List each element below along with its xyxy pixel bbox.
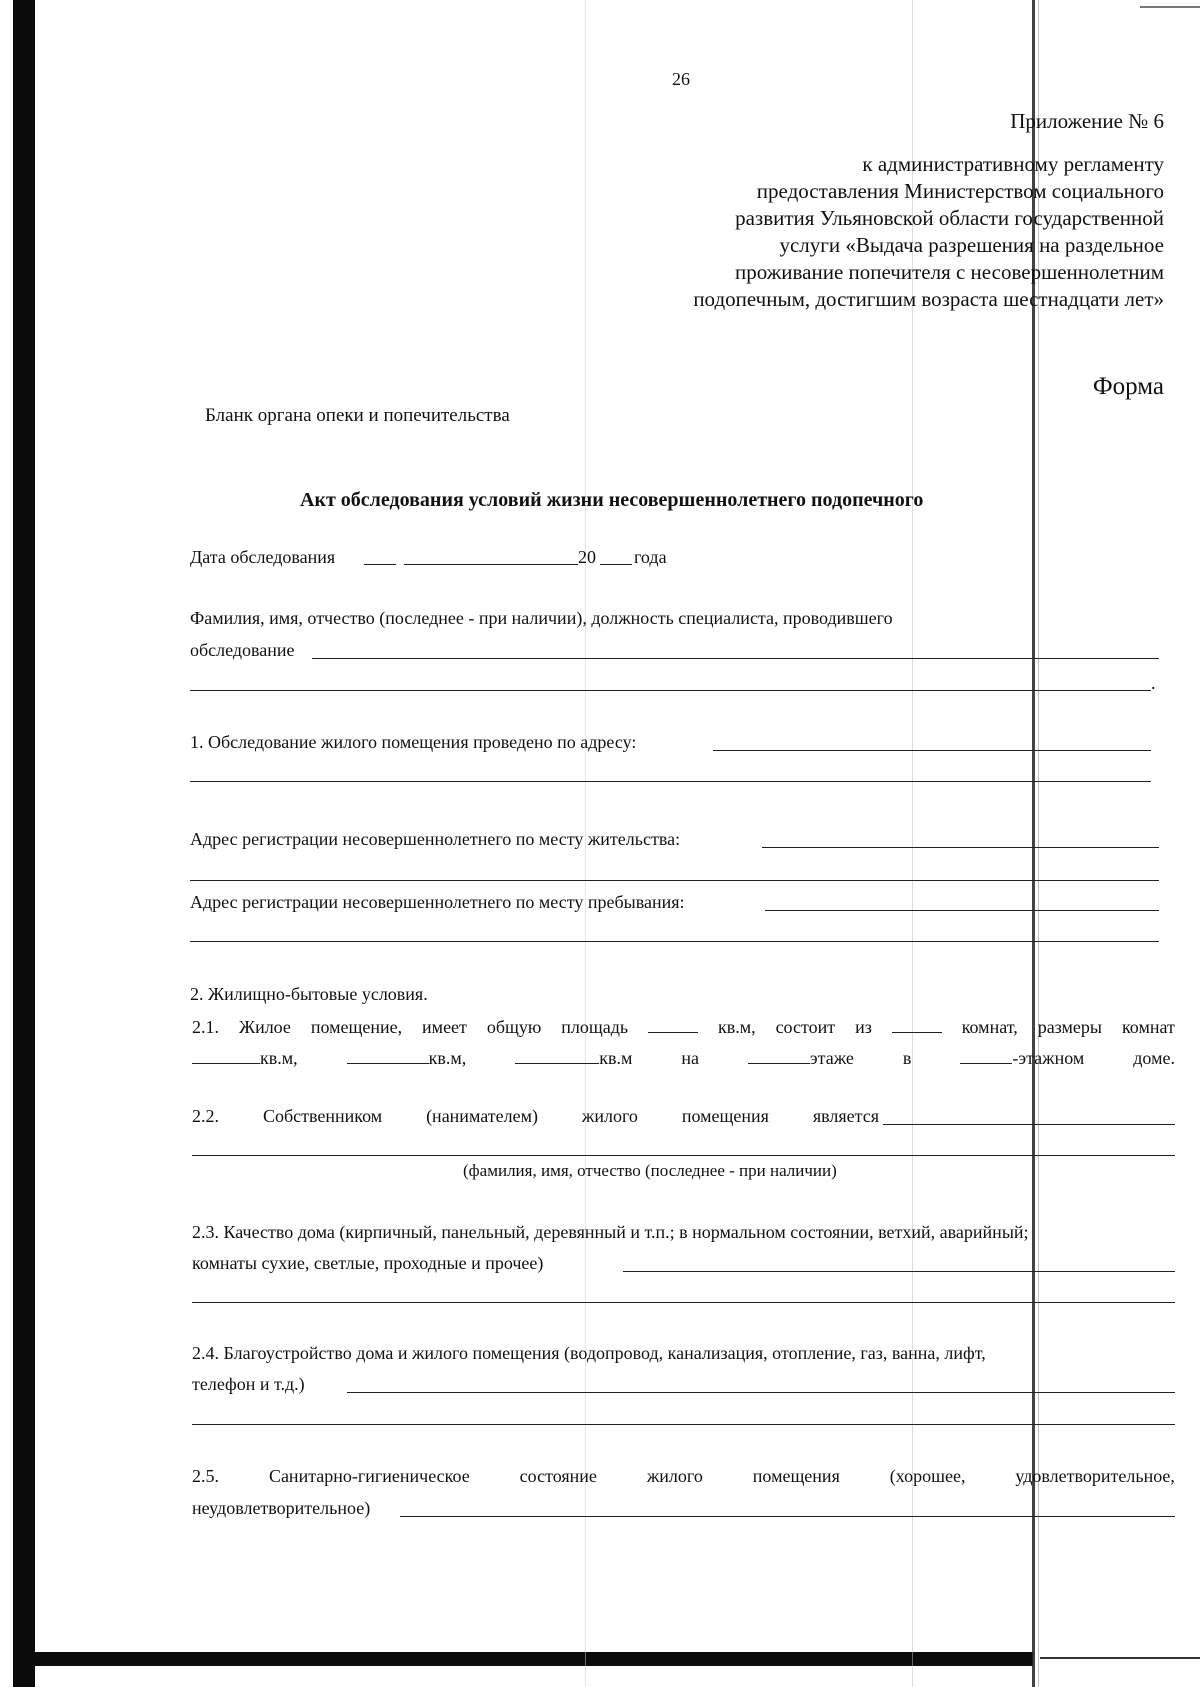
- house-quality-field: [623, 1271, 1175, 1272]
- s2-1-word: из: [855, 1017, 872, 1037]
- s2-5-line-2: неудовлетворительное): [192, 1498, 371, 1518]
- s2-1-word: Жилое: [238, 1017, 291, 1037]
- house-quality-field-2: [192, 1302, 1175, 1303]
- s2-5-word: жилого: [646, 1466, 703, 1486]
- appendix-line: предоставления Министерством социального: [756, 179, 1164, 203]
- s2-2-word: является: [812, 1106, 879, 1126]
- owner-field-2: [192, 1155, 1175, 1156]
- s2-1-word: имеет: [422, 1017, 467, 1037]
- sanitary-field: [400, 1516, 1175, 1517]
- s2-2-word: помещения: [681, 1106, 769, 1126]
- s2-5-word: 2.5.: [192, 1466, 219, 1486]
- s2-1-word: комнат,: [961, 1017, 1018, 1037]
- appendix-title: Приложение № 6: [1010, 109, 1164, 133]
- s2-1-unit: кв.м,: [428, 1048, 467, 1068]
- date-month-field: [404, 564, 578, 565]
- appendix-line: развития Ульяновской области государственной: [735, 206, 1164, 230]
- page-number: 26: [672, 69, 690, 89]
- section-2-title: 2. Жилищно-бытовые условия.: [190, 984, 428, 1004]
- s2-1-word: 2.1.: [192, 1017, 219, 1037]
- reg-stay-field: [765, 910, 1159, 911]
- s2-5-word: (хорошее,: [889, 1466, 966, 1486]
- reg-stay-field-2: [190, 941, 1159, 942]
- scan-mark-top-right: [1140, 6, 1200, 8]
- address-field: [713, 750, 1151, 751]
- s2-5-word: состояние: [519, 1466, 597, 1486]
- address-label: 1. Обследование жилого помещения проведено по адресу:: [190, 732, 637, 752]
- address-field-2: [190, 781, 1151, 782]
- s2-4-line-2: телефон и т.д.): [192, 1374, 305, 1394]
- blank-label: Бланк органа опеки и попечительства: [205, 405, 510, 426]
- date-label: Дата обследования: [190, 547, 336, 567]
- amenities-field: [347, 1392, 1175, 1393]
- s2-1-word: этаже: [809, 1048, 854, 1068]
- reg-residence-field: [762, 847, 1159, 848]
- area-field: [648, 1016, 698, 1033]
- s2-2-word: жилого: [581, 1106, 638, 1126]
- s2-5-row-1: [192, 1465, 1175, 1487]
- floors-total-field: [960, 1047, 1012, 1064]
- appendix-line: подопечным, достигшим возраста шестнадцати лет»: [693, 287, 1164, 311]
- date-year-suffix: года: [634, 547, 667, 567]
- s2-1-word: комнат: [1121, 1017, 1175, 1037]
- reg-residence-label: Адрес регистрации несовершеннолетнего по месту жительства:: [190, 829, 681, 849]
- appendix-line: услуги «Выдача разрешения на раздельное: [779, 233, 1164, 257]
- s2-3-line-1: 2.3. Качество дома (кирпичный, панельный, деревянный и т.п.; в нормальном состоянии, ветхий, аварийный;: [192, 1222, 1029, 1242]
- specialist-field: [312, 658, 1159, 659]
- room-size-field: [515, 1047, 599, 1064]
- s2-1-word: размеры: [1037, 1017, 1103, 1037]
- s2-1-word: -этажном: [1012, 1048, 1085, 1068]
- specialist-end-mark: .: [1151, 673, 1156, 693]
- document-title: Акт обследования условий жизни несовершеннолетнего подопечного: [300, 489, 924, 511]
- s2-1-word: кв.м,: [717, 1017, 756, 1037]
- owner-caption: (фамилия, имя, отчество (последнее - при наличии): [463, 1161, 837, 1180]
- date-year-prefix: 20: [578, 547, 596, 567]
- room-size-field: [347, 1047, 429, 1064]
- reg-stay-label: Адрес регистрации несовершеннолетнего по месту пребывания:: [190, 892, 685, 912]
- s2-2-word: 2.2.: [192, 1106, 219, 1126]
- s2-1-row-1: [192, 1016, 1175, 1038]
- appendix-line: проживание попечителя с несовершеннолетним: [735, 260, 1164, 284]
- s2-5-word: помещения: [752, 1466, 840, 1486]
- s2-5-word: удовлетворительное,: [1015, 1466, 1175, 1486]
- date-year-field: [600, 564, 632, 565]
- scan-edge-bottom-right: [1040, 1657, 1200, 1659]
- s2-4-line-1: 2.4. Благоустройство дома и жилого помещения (водопровод, канализация, отопление, газ, ванна, лифт,: [192, 1343, 986, 1363]
- specialist-field-2: [190, 690, 1151, 691]
- reg-residence-field-2: [190, 880, 1159, 881]
- specialist-label: Фамилия, имя, отчество (последнее - при наличии), должность специалиста, проводившего: [190, 608, 893, 628]
- s2-1-word: доме.: [1133, 1048, 1175, 1068]
- amenities-field-2: [192, 1424, 1175, 1425]
- rooms-count-field: [892, 1016, 942, 1033]
- s2-1-word: площадь: [561, 1017, 629, 1037]
- s2-2-word: Собственником: [262, 1106, 383, 1126]
- s2-1-word: в: [902, 1048, 912, 1068]
- date-day-field: [364, 564, 396, 565]
- scan-edge-left: [13, 0, 35, 1687]
- s2-1-unit: кв.м: [599, 1048, 633, 1068]
- s2-1-word: состоит: [775, 1017, 836, 1037]
- s2-2-word: (нанимателем): [426, 1106, 538, 1126]
- s2-1-word: общую: [486, 1017, 542, 1037]
- s2-5-word: Санитарно-гигиеническое: [268, 1466, 470, 1486]
- s2-1-unit: кв.м,: [260, 1048, 298, 1068]
- s2-1-row-2: [192, 1047, 1175, 1069]
- s2-1-word: на: [681, 1048, 699, 1068]
- floor-field: [748, 1047, 810, 1064]
- scan-edge-bottom: [13, 1652, 1033, 1666]
- room-size-field: [192, 1047, 260, 1064]
- s2-2-row-1: [192, 1105, 879, 1127]
- s2-3-line-2: комнаты сухие, светлые, проходные и прочее): [192, 1253, 544, 1273]
- owner-field: [883, 1124, 1175, 1125]
- appendix-line: к административному регламенту: [862, 152, 1164, 176]
- specialist-label-2: обследование: [190, 640, 295, 660]
- form-label: Форма: [1092, 373, 1164, 400]
- s2-1-word: помещение,: [310, 1017, 403, 1037]
